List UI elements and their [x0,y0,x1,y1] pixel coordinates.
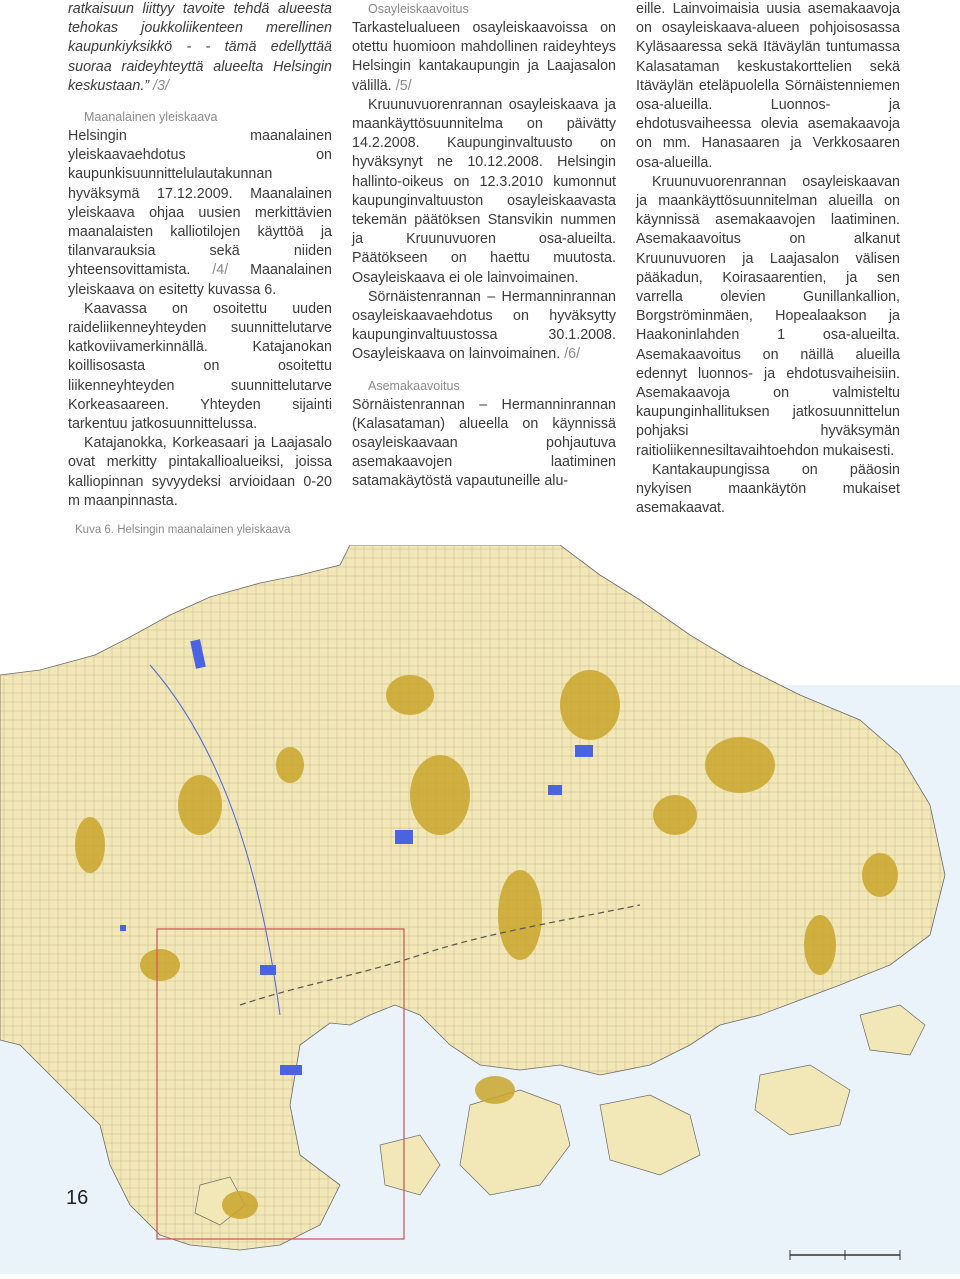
rock-zone [410,755,470,835]
cavern-area [548,785,562,795]
paragraph-text: Helsingin maanalainen yleiskaavaehdotus on kaupunkisuunnittelulautakunnan hyväksymä 17.12.2009. Maanalainen yleiskaava ohjaa uusien merkittävien maanalaisten kalliotilojen käyttöä ja tilanvarauksia sekä niiden yhteensovittamista. [68,128,332,279]
paragraph [352,19,616,96]
reference-3: /3/ [153,77,169,94]
paragraph-text: Sörnäistenrannan – Hermanninrannan osayleiskaavaehdotus on hyväksytty kaupunginvaltuustossa 30.1.2008. Osayleiskaava on lainvoimainen. [352,288,616,363]
paragraph-text: Maanalainen yleiskaava on esitetty kuvassa 6. [68,262,332,298]
cavern-area [575,745,593,757]
rock-zone [560,670,620,740]
paragraph [68,127,332,300]
paragraph: Katajanokka, Korkeasaari ja Laajasalo ovat merkitty pintakallioalueiksi, joissa kalliopinnan syvyydeksi arvioidaan 0-20 m maanpinnasta. [68,435,332,509]
section-heading-osayleiskaavoitus: Osayleiskaavoitus [368,2,469,16]
figure-caption: Kuva 6. Helsingin maanalainen yleiskaava [75,524,291,536]
rock-zone [804,915,836,975]
paragraph: Kruunuvuorenrannan osayleiskaava ja maankäyttösuunnitelma on päivätty 14.2.2008. Kaupunginvaltuusto on hyväksynyt ne 10.12.2008. Helsingin hallinto-oikeus on 12.3.2010 kumonnut kaupunginvaltuuston osayleiskaavasta tekemän päätöksen Stansvikin nummen ja Kruunuvuoren osa-alueilta. Päätökseen on haettu muutosta. Osayleiskaava ei ole lainvoimainen. [352,96,616,286]
paragraph: Kaavassa on osoitettu uuden raideliikenneyhteyden suunnittelutarve katkoviivamerkinnällä. Katajanokan koillisosasta on osoitettu liikenneyhteyden suunnittelutarve Korkeasaareen. Yhteyden sijainti tarkentuu jatkosuunnittelussa. [68,300,332,433]
rock-zone [862,853,898,897]
reference-4: /4/ [212,262,229,279]
paragraph: eille. Lainvoimaisia uusia asemakaavoja on osayleiskaava-alueen pohjoisosassa Kyläsaaressa sekä Itäväylän tuntumassa Kalasataman keskustakorttelien sekä Itäväylän eteläpuolella Sörnäistenniemen osa-alueilla. Luonnos- ja ehdotusvaiheessa olevia asemakaavoja on mm. Hanasaaren ja Verkkosaaren osa-alueilla. [636,1,900,171]
rock-zone [75,817,105,873]
paragraph-text: Tarkastelualueen osayleiskaavoissa on otettu huomioon mahdollinen raideyhteys Helsingin kantakaupungin ja Laajasalon välillä. [352,20,616,94]
map-graphic [0,545,960,1274]
text-column-3 [636,0,900,518]
rock-zone [140,949,180,981]
rock-zone [276,747,304,783]
reference-5: /5/ [395,77,412,94]
cavern-area [395,830,413,844]
section-heading-maanalainen: Maanalainen yleiskaava [84,110,218,125]
quote-paragraph [68,0,332,96]
quote-text: ratkaisuun liittyy tavoite tehdä alueesta tehokas joukkoliikenteen merellinen kaupunkiyksikkö - - tämä edellyttää suoraa raideyhteyttä alueelta Helsingin keskustaan.” [68,1,332,94]
page-number: 16 [66,1187,89,1209]
rock-zone [475,1076,515,1104]
paragraph: Sörnäistenrannan – Hermanninrannan (Kalasataman) alueella on käynnissä osayleiskaavaan pohjautuva asemakaavojen laatiminen satamakäytöstä vapautuneille alu- [352,396,616,490]
underground-master-plan-map [0,545,960,1274]
rock-zone [705,737,775,793]
rock-zone [178,775,222,835]
rock-zone [222,1191,258,1219]
rock-zone [386,675,434,715]
paragraph [352,288,616,365]
rock-zone [653,795,697,835]
reference-6: /6/ [564,346,581,363]
text-column-2 [352,0,616,492]
rock-zone [498,870,542,960]
cavern-area [280,1065,302,1075]
text-column-1 [68,0,332,511]
section-heading-asemakaavoitus: Asemakaavoitus [368,378,460,393]
cavern-area [120,925,126,931]
paragraph: Kruunuvuorenrannan osayleiskaavan ja maankäyttösuunnitelman alueilla on käynnissä asemakaavojen laatiminen. Asemakaavoitus on alkanut Kruunuvuoren ja Laajasalon välisen pääkadun, Koirasaarentien, ja sen varrella olevien Gunillankallion, Borgströminmäen, Hopealaakson ja Haakoninlahden 1 osa-alueilta. Asemakaavoitus on näillä alueilla edennyt luonnos- ja ehdotusvaiheisiin. Asemakaavoja on valmisteltu kaupunginhallituksen jatkosuunnittelun pohjaksi hyväksymän raitioliikennesiltavaihtoehdon mukaisesti. [636,173,900,459]
paragraph: Kantakaupungissa on pääosin nykyisen maankäytön mukaiset asemakaavat. [636,461,900,517]
